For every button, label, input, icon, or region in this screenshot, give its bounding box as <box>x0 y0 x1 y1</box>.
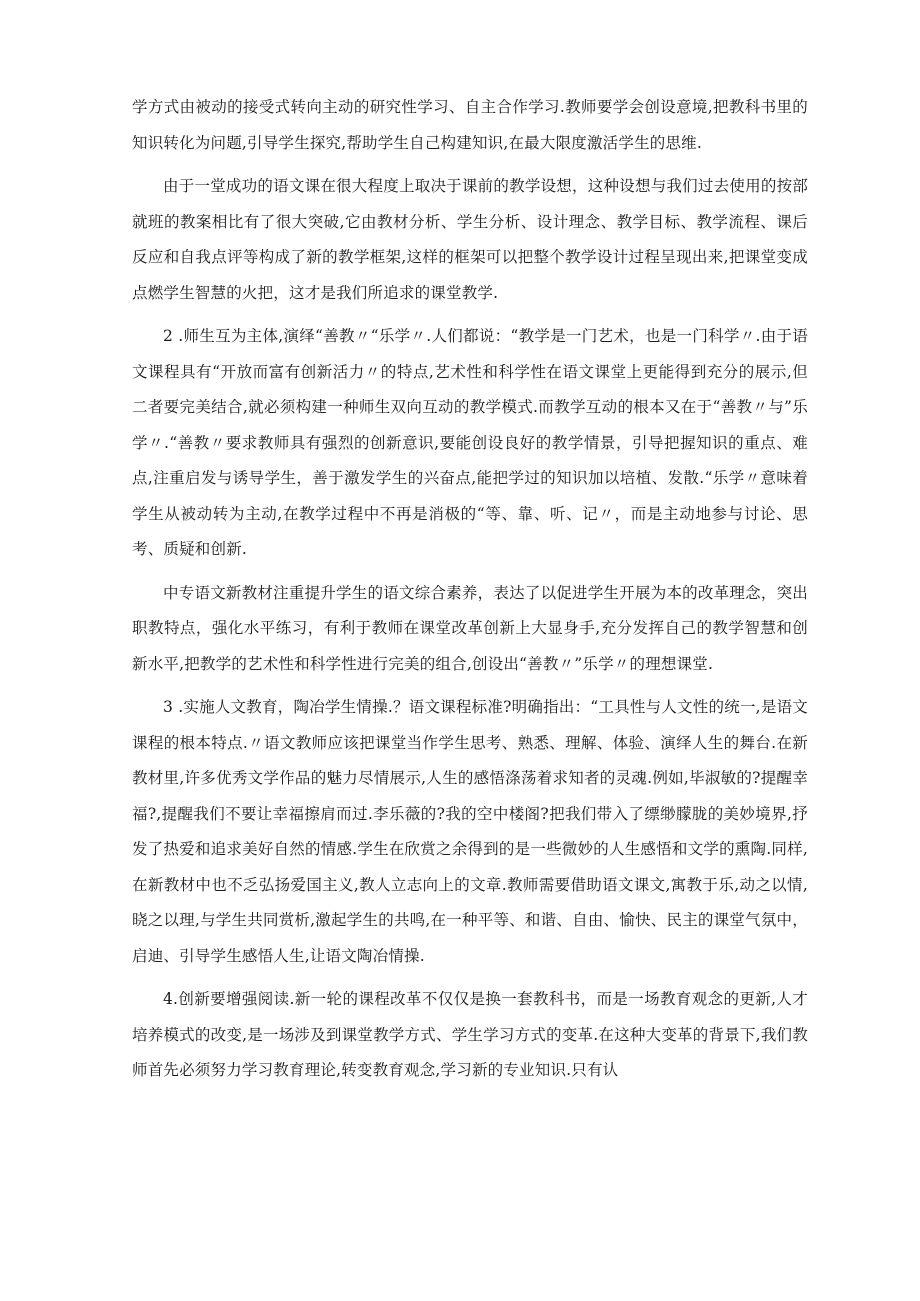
paragraph-point-4: 4.创新要增强阅读.新一轮的课程改革不仅仅是换一套教科书，而是一场教育观念的更新,人才培养模式的改变,是一场涉及到课堂教学方式、学生学习方式的变革.在这种大变革的背景下,我们教师首先必须努力学习教育理论,转变教育观念,学习新的专业知识.只有认 <box>132 990 808 1079</box>
paragraph-point-3: 3 .实施人文教育，陶冶学生情操.？语文课程标准?明确指出：“工具性与人文性的统一,是语文课程的根本特点.〃语文教师应该把课堂当作学生思考、熟悉、理解、体验、演绎人生的舞台.在新教材里,许多优秀文学作品的魅力尽情展示,人生的感悟涤荡着求知者的灵魂.例如,毕淑敏的?提醒幸福?,提醒我们不要让幸福擦肩而过.李乐薇的?我的空中楼阁?把我们带入了缥缈朦胧的美妙境界,抒发了热爱和追求美好自然的情感.学生在欣赏之余得到的是一些微妙的人生感悟和文学的熏陶.同样,在新教材中也不乏弘扬爱国主义,教人立志向上的文章.教师需要借助语文课文,寓教于乐,动之以情,晓之以理,与学生共同赏析,激起学生的共鸣,在一种平等、和谐、自由、愉快、民主的课堂气氛中，启迪、引导学生感悟人生,让语文陶冶情操. <box>132 698 808 965</box>
paragraph-continuation: 学方式由被动的接受式转向主动的研究性学习、自主合作学习.教师要学会创设意境,把教科书里的知识转化为问题,引导学生探究,帮助学生自己构建知识,在最大限度激活学生的思维. <box>132 98 808 152</box>
paragraph-lesson-design: 由于一堂成功的语文课在很大程度上取决于课前的教学设想，这种设想与我们过去使用的按部就班的教案相比有了很大突破,它由教材分析、学生分析、设计理念、教学目标、教学流程、课后反应和自我点评等构成了新的教学框架,这样的框架可以把整个教学设计过程呈现出来,把课堂变成点燃学生智慧的火把，这才是我们所追求的课堂教学. <box>132 177 808 302</box>
paragraph-point-2: 2 .师生互为主体,演绎“善教〃“乐学〃.人们都说：“教学是一门艺术，也是一门科学〃.由于语文课程具有“开放而富有创新活力〃的特点,艺术性和科学性在语文课堂上更能得到充分的展示,但二者要完美结合,就必须构建一种师生双向互动的教学模式.而教学互动的根本又在于“善教〃与”乐学〃.“善教〃要求教师具有强烈的创新意识,要能创设良好的教学情景，引导把握知识的重点、难点,注重启发与诱导学生，善于激发学生的兴奋点,能把学过的知识加以培植、发散.“乐学〃意味着学生从被动转为主动,在教学过程中不再是消极的“等、靠、听、记〃，而是主动地参与讨论、思考、质疑和创新. <box>132 327 808 558</box>
paragraph-new-textbook: 中专语文新教材注重提升学生的语文综合素养，表达了以促进学生开展为本的改革理念，突出职教特点，强化水平练习，有利于教师在课堂改革创新上大显身手,充分发挥自己的教学智慧和创新水平,把教学的艺术性和科学性进行完美的组合,创设出“善教〃”乐学〃的理想课堂. <box>132 583 808 673</box>
document-body <box>132 90 808 1097</box>
